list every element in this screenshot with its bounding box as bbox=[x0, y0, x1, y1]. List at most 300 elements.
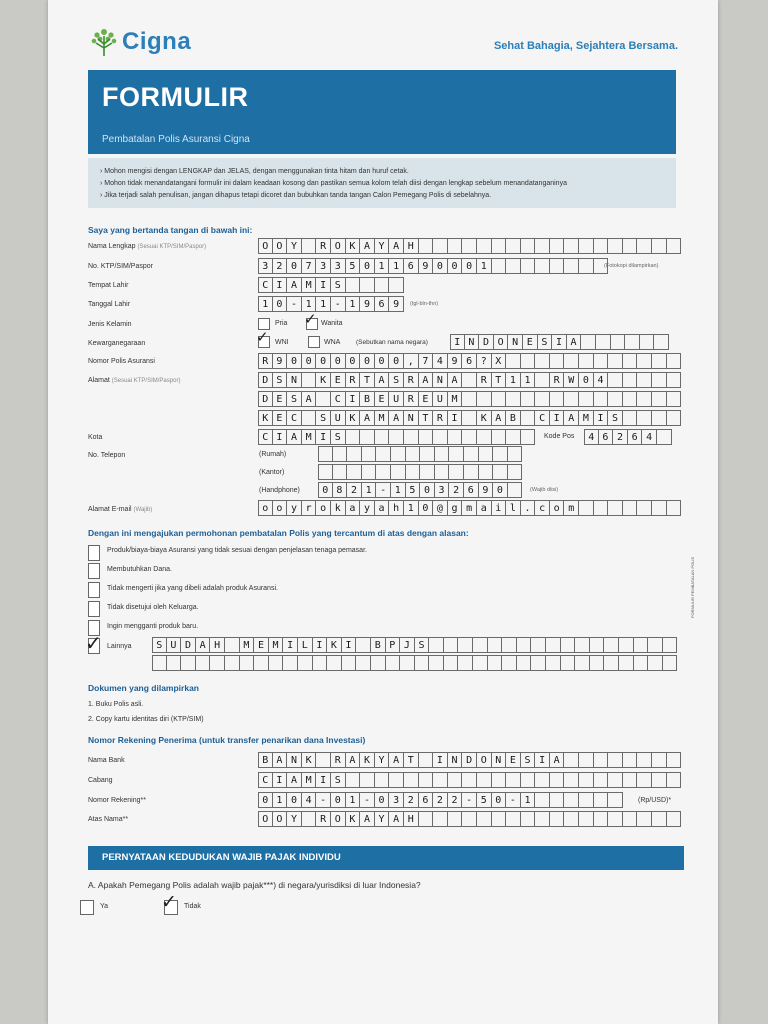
char-cell: 6 bbox=[419, 792, 434, 808]
char-cell: A bbox=[389, 811, 404, 827]
char-cell: Y bbox=[375, 238, 390, 254]
label-pria: Pria bbox=[275, 320, 288, 327]
char-cell: - bbox=[316, 792, 331, 808]
char-cell: 0 bbox=[331, 792, 346, 808]
char-cell bbox=[362, 446, 377, 462]
char-cell bbox=[477, 772, 492, 788]
char-cell bbox=[637, 410, 652, 426]
char-cell: A bbox=[196, 637, 211, 653]
field-handphone[interactable] bbox=[318, 482, 522, 498]
char-cell bbox=[152, 655, 167, 671]
char-cell: S bbox=[152, 637, 167, 653]
char-cell bbox=[376, 446, 391, 462]
char-cell bbox=[550, 258, 565, 274]
char-cell: N bbox=[492, 752, 507, 768]
char-cell: M bbox=[240, 637, 255, 653]
char-cell: R bbox=[258, 353, 273, 369]
char-cell: 0 bbox=[493, 482, 508, 498]
char-cell: A bbox=[273, 752, 288, 768]
instructions-box bbox=[88, 158, 676, 208]
char-cell: 5 bbox=[346, 258, 361, 274]
char-cell: 0 bbox=[331, 353, 346, 369]
char-cell bbox=[462, 811, 477, 827]
char-cell bbox=[181, 655, 196, 671]
char-cell bbox=[637, 752, 652, 768]
char-cell bbox=[448, 238, 463, 254]
char-cell bbox=[508, 464, 523, 480]
char-cell bbox=[535, 792, 550, 808]
char-cell bbox=[637, 353, 652, 369]
char-cell: I bbox=[450, 334, 465, 350]
label-nama: Nama Lengkap (Sesuai KTP/SIM/Paspor) bbox=[88, 243, 207, 250]
bank-heading: Nomor Rekening Penerima (untuk transfer penarikan dana Investasi) bbox=[88, 735, 366, 745]
char-cell bbox=[429, 637, 444, 653]
char-cell bbox=[608, 372, 623, 388]
field-rumah[interactable] bbox=[318, 446, 522, 462]
char-cell: 3 bbox=[331, 258, 346, 274]
char-cell: I bbox=[535, 752, 550, 768]
instruction-3: › Jika terjadi salah penulisan, jangan dihapus tetapi dicoret dan bubuhkan tanda tangan Calon Pemegang Polis di sebelahnya. bbox=[100, 192, 492, 199]
char-cell: U bbox=[389, 391, 404, 407]
char-cell bbox=[479, 464, 494, 480]
char-cell bbox=[667, 811, 682, 827]
char-cell: 6 bbox=[462, 353, 477, 369]
char-cell bbox=[313, 655, 328, 671]
char-cell bbox=[473, 655, 488, 671]
char-cell bbox=[561, 655, 576, 671]
title-banner bbox=[88, 70, 676, 154]
label-currency: (Rp/USD)* bbox=[638, 797, 672, 804]
char-cell: 0 bbox=[273, 296, 288, 312]
char-cell bbox=[347, 464, 362, 480]
cigna-logo bbox=[90, 26, 191, 58]
char-cell bbox=[608, 353, 623, 369]
char-cell bbox=[415, 655, 430, 671]
side-code bbox=[690, 548, 696, 618]
char-cell bbox=[623, 238, 638, 254]
char-cell bbox=[608, 811, 623, 827]
char-cell bbox=[508, 482, 523, 498]
char-cell bbox=[623, 500, 638, 516]
char-cell bbox=[506, 258, 521, 274]
char-cell: k bbox=[331, 500, 346, 516]
char-cell bbox=[196, 655, 211, 671]
char-cell bbox=[594, 792, 609, 808]
char-cell: P bbox=[386, 637, 401, 653]
reason-other-label: Lainnya bbox=[107, 643, 132, 650]
char-cell: 4 bbox=[594, 372, 609, 388]
char-cell bbox=[521, 353, 536, 369]
char-cell bbox=[579, 500, 594, 516]
char-cell bbox=[652, 772, 667, 788]
field-alamat-3[interactable] bbox=[258, 410, 681, 426]
char-cell bbox=[634, 637, 649, 653]
char-cell bbox=[492, 258, 507, 274]
char-cell: O bbox=[477, 752, 492, 768]
char-cell bbox=[492, 238, 507, 254]
char-cell: 0 bbox=[316, 353, 331, 369]
char-cell bbox=[360, 429, 375, 445]
reason-4: Tidak disetujui oleh Keluarga. bbox=[107, 604, 199, 611]
char-cell bbox=[375, 277, 390, 293]
char-cell bbox=[448, 811, 463, 827]
char-cell: D bbox=[479, 334, 494, 350]
char-cell: - bbox=[506, 792, 521, 808]
char-cell: Y bbox=[375, 811, 390, 827]
label-handphone: (Handphone) bbox=[259, 487, 300, 494]
char-cell bbox=[623, 811, 638, 827]
reasons-heading: Dengan ini mengajukan permohonan pembatalan Polis yang tercantum di atas dengan alasan: bbox=[88, 528, 469, 538]
char-cell: 6 bbox=[628, 429, 643, 445]
char-cell bbox=[608, 772, 623, 788]
field-alamat-2[interactable] bbox=[258, 391, 681, 407]
char-cell: 0 bbox=[346, 353, 361, 369]
char-cell: 6 bbox=[375, 296, 390, 312]
char-cell: 0 bbox=[579, 372, 594, 388]
form-sheet bbox=[48, 0, 718, 1024]
char-cell bbox=[619, 655, 634, 671]
char-cell: 8 bbox=[333, 482, 348, 498]
char-cell: 0 bbox=[318, 482, 333, 498]
char-cell bbox=[652, 372, 667, 388]
char-cell: h bbox=[389, 500, 404, 516]
tanggal-note: (tgl-bln-thn) bbox=[410, 301, 439, 307]
char-cell: K bbox=[258, 410, 273, 426]
char-cell bbox=[521, 258, 536, 274]
char-cell: E bbox=[506, 752, 521, 768]
char-cell bbox=[623, 752, 638, 768]
char-cell bbox=[318, 446, 333, 462]
checkbox-wna[interactable] bbox=[308, 336, 320, 348]
char-cell bbox=[550, 238, 565, 254]
char-cell bbox=[637, 372, 652, 388]
char-cell: 3 bbox=[435, 482, 450, 498]
char-cell: 2 bbox=[613, 429, 628, 445]
char-cell: y bbox=[287, 500, 302, 516]
char-cell: 1 bbox=[375, 258, 390, 274]
field-email[interactable] bbox=[258, 500, 681, 516]
char-cell: 4 bbox=[433, 353, 448, 369]
char-cell: A bbox=[389, 238, 404, 254]
char-cell: 9 bbox=[419, 258, 434, 274]
field-tanggal[interactable] bbox=[258, 296, 404, 312]
char-cell bbox=[564, 391, 579, 407]
char-cell: 0 bbox=[258, 792, 273, 808]
char-cell: T bbox=[404, 752, 419, 768]
char-cell: 1 bbox=[273, 792, 288, 808]
char-cell bbox=[579, 258, 594, 274]
char-cell: M bbox=[302, 772, 317, 788]
char-cell bbox=[391, 464, 406, 480]
char-cell: 6 bbox=[599, 429, 614, 445]
char-cell bbox=[506, 353, 521, 369]
char-cell: Y bbox=[375, 752, 390, 768]
char-cell: 0 bbox=[287, 353, 302, 369]
field-nama[interactable] bbox=[258, 238, 681, 254]
char-cell: A bbox=[360, 238, 375, 254]
char-cell bbox=[298, 655, 313, 671]
label-cabang: Cabang bbox=[88, 777, 113, 784]
char-cell: 4 bbox=[584, 429, 599, 445]
char-cell bbox=[360, 277, 375, 293]
char-cell bbox=[594, 238, 609, 254]
char-cell: 0 bbox=[492, 792, 507, 808]
field-kodepos[interactable] bbox=[584, 429, 672, 445]
char-cell bbox=[316, 391, 331, 407]
tax-section-header: PERNYATAAN KEDUDUKAN WAJIB PAJAK INDIVIDU bbox=[88, 846, 684, 870]
char-cell: E bbox=[273, 410, 288, 426]
char-cell bbox=[623, 410, 638, 426]
char-cell: m bbox=[462, 500, 477, 516]
char-cell bbox=[535, 772, 550, 788]
char-cell bbox=[210, 655, 225, 671]
char-cell: C bbox=[258, 772, 273, 788]
char-cell: 3 bbox=[316, 258, 331, 274]
char-cell: 5 bbox=[477, 792, 492, 808]
side-code-text: FORMULIR PEMBATALAN POLIS bbox=[690, 556, 695, 618]
char-cell: D bbox=[258, 391, 273, 407]
char-cell: L bbox=[298, 637, 313, 653]
char-cell: 0 bbox=[287, 258, 302, 274]
char-cell: y bbox=[360, 500, 375, 516]
char-cell: I bbox=[313, 637, 328, 653]
char-cell bbox=[458, 637, 473, 653]
char-cell bbox=[608, 500, 623, 516]
char-cell bbox=[579, 353, 594, 369]
char-cell: I bbox=[283, 637, 298, 653]
char-cell bbox=[667, 410, 682, 426]
char-cell bbox=[444, 637, 459, 653]
slogan: Sehat Bahagia, Sejahtera Bersama. bbox=[493, 40, 678, 52]
char-cell: H bbox=[404, 811, 419, 827]
char-cell: 1 bbox=[521, 372, 536, 388]
char-cell bbox=[333, 446, 348, 462]
char-cell: C bbox=[258, 429, 273, 445]
checkbox-reason-4[interactable] bbox=[88, 601, 100, 617]
char-cell: N bbox=[287, 752, 302, 768]
documents-heading: Dokumen yang dilampirkan bbox=[88, 683, 199, 693]
check-mark-icon: ✓ bbox=[256, 329, 269, 346]
char-cell bbox=[477, 391, 492, 407]
char-cell bbox=[535, 372, 550, 388]
char-cell bbox=[448, 772, 463, 788]
label-atas-nama: Atas Nama** bbox=[88, 816, 129, 823]
char-cell bbox=[302, 372, 317, 388]
char-cell: I bbox=[433, 752, 448, 768]
char-cell bbox=[444, 655, 459, 671]
char-cell bbox=[435, 446, 450, 462]
char-cell bbox=[419, 811, 434, 827]
char-cell: 0 bbox=[448, 258, 463, 274]
char-cell: 3 bbox=[389, 792, 404, 808]
field-kota[interactable] bbox=[258, 429, 535, 445]
char-cell: o bbox=[550, 500, 565, 516]
field-negara[interactable] bbox=[450, 334, 669, 350]
char-cell bbox=[521, 772, 536, 788]
char-cell: O bbox=[494, 334, 509, 350]
field-polis[interactable] bbox=[258, 353, 681, 369]
char-cell: I bbox=[316, 277, 331, 293]
char-cell: 1 bbox=[346, 296, 361, 312]
char-cell: A bbox=[360, 811, 375, 827]
char-cell: S bbox=[608, 410, 623, 426]
char-cell bbox=[652, 811, 667, 827]
label-polis: Nomor Polis Asuransi bbox=[88, 358, 155, 365]
char-cell bbox=[492, 772, 507, 788]
label-kodepos: Kode Pos bbox=[544, 433, 575, 440]
char-cell: 0 bbox=[419, 500, 434, 516]
char-cell: H bbox=[404, 238, 419, 254]
char-cell bbox=[575, 655, 590, 671]
applicant-heading: Saya yang bertanda tangan di bawah ini: bbox=[88, 225, 253, 235]
field-reason-other-2[interactable] bbox=[152, 655, 677, 671]
char-cell bbox=[623, 372, 638, 388]
char-cell bbox=[342, 655, 357, 671]
char-cell bbox=[564, 752, 579, 768]
field-cabang[interactable] bbox=[258, 772, 681, 788]
char-cell bbox=[327, 655, 342, 671]
char-cell: 2 bbox=[449, 482, 464, 498]
char-cell: A bbox=[550, 752, 565, 768]
char-cell bbox=[590, 655, 605, 671]
char-cell: N bbox=[404, 410, 419, 426]
char-cell: E bbox=[273, 391, 288, 407]
char-cell: M bbox=[269, 637, 284, 653]
char-cell: 0 bbox=[433, 258, 448, 274]
char-cell: U bbox=[331, 410, 346, 426]
char-cell bbox=[240, 655, 255, 671]
char-cell: T bbox=[492, 372, 507, 388]
char-cell bbox=[652, 353, 667, 369]
char-cell: o bbox=[273, 500, 288, 516]
field-kantor[interactable] bbox=[318, 464, 522, 480]
char-cell bbox=[506, 429, 521, 445]
char-cell: 0 bbox=[360, 258, 375, 274]
char-cell: R bbox=[477, 372, 492, 388]
char-cell: I bbox=[346, 391, 361, 407]
char-cell: N bbox=[465, 334, 480, 350]
char-cell: Y bbox=[287, 238, 302, 254]
char-cell: 4 bbox=[642, 429, 657, 445]
char-cell bbox=[608, 792, 623, 808]
char-cell bbox=[594, 500, 609, 516]
label-telepon: No. Telepon bbox=[88, 452, 126, 459]
char-cell: I bbox=[550, 410, 565, 426]
char-cell bbox=[406, 446, 421, 462]
char-cell: A bbox=[287, 772, 302, 788]
reason-3: Tidak mengerti jika yang dibeli adalah produk Asuransi. bbox=[107, 585, 278, 592]
char-cell: S bbox=[389, 372, 404, 388]
char-cell: Y bbox=[287, 811, 302, 827]
char-cell: 0 bbox=[389, 353, 404, 369]
field-ktp[interactable] bbox=[258, 258, 608, 274]
field-alamat-1[interactable] bbox=[258, 372, 681, 388]
char-cell bbox=[360, 772, 375, 788]
char-cell: D bbox=[181, 637, 196, 653]
char-cell bbox=[667, 752, 682, 768]
char-cell bbox=[433, 238, 448, 254]
char-cell: B bbox=[258, 752, 273, 768]
char-cell: 3 bbox=[258, 258, 273, 274]
char-cell: C bbox=[535, 410, 550, 426]
field-rekening[interactable] bbox=[258, 792, 623, 808]
char-cell bbox=[623, 772, 638, 788]
char-cell: K bbox=[316, 372, 331, 388]
char-cell bbox=[521, 429, 536, 445]
char-cell bbox=[623, 391, 638, 407]
char-cell bbox=[254, 655, 269, 671]
char-cell: U bbox=[433, 391, 448, 407]
char-cell bbox=[608, 391, 623, 407]
char-cell bbox=[506, 772, 521, 788]
char-cell: R bbox=[550, 372, 565, 388]
char-cell bbox=[391, 446, 406, 462]
field-atas-nama[interactable] bbox=[258, 811, 681, 827]
char-cell bbox=[462, 372, 477, 388]
checkbox-reason-2[interactable] bbox=[88, 563, 100, 579]
char-cell bbox=[564, 238, 579, 254]
checkbox-reason-3[interactable] bbox=[88, 582, 100, 598]
tree-logo-icon bbox=[90, 26, 118, 58]
checkbox-reason-1[interactable] bbox=[88, 545, 100, 561]
char-cell bbox=[492, 391, 507, 407]
char-cell: A bbox=[302, 391, 317, 407]
char-cell bbox=[667, 353, 682, 369]
char-cell bbox=[604, 655, 619, 671]
field-tempat[interactable] bbox=[258, 277, 404, 293]
char-cell: - bbox=[331, 296, 346, 312]
char-cell bbox=[477, 429, 492, 445]
char-cell bbox=[493, 446, 508, 462]
char-cell: O bbox=[258, 811, 273, 827]
negara-note: (Sebutkan nama negara) bbox=[356, 339, 428, 346]
char-cell bbox=[579, 792, 594, 808]
char-cell bbox=[449, 446, 464, 462]
char-cell: R bbox=[316, 811, 331, 827]
char-cell bbox=[667, 391, 682, 407]
char-cell bbox=[652, 500, 667, 516]
char-cell bbox=[479, 446, 494, 462]
checkbox-ya[interactable] bbox=[80, 900, 94, 915]
field-reason-other[interactable] bbox=[152, 637, 677, 653]
char-cell bbox=[477, 811, 492, 827]
char-cell bbox=[420, 446, 435, 462]
char-cell: 9 bbox=[273, 353, 288, 369]
label-tidak: Tidak bbox=[184, 903, 201, 910]
char-cell bbox=[550, 772, 565, 788]
char-cell bbox=[346, 429, 361, 445]
char-cell: I bbox=[273, 277, 288, 293]
label-kewarganegaraan: Kewarganegaraan bbox=[88, 340, 146, 347]
char-cell bbox=[473, 637, 488, 653]
char-cell: A bbox=[448, 372, 463, 388]
label-wanita: Wanita bbox=[321, 320, 343, 327]
char-cell bbox=[449, 464, 464, 480]
char-cell: R bbox=[404, 372, 419, 388]
char-cell: I bbox=[316, 429, 331, 445]
char-cell: A bbox=[389, 410, 404, 426]
char-cell: 1 bbox=[362, 482, 377, 498]
label-kantor: (Kantor) bbox=[259, 469, 285, 476]
char-cell bbox=[596, 334, 611, 350]
char-cell bbox=[346, 277, 361, 293]
char-cell: M bbox=[302, 429, 317, 445]
field-bank[interactable] bbox=[258, 752, 681, 768]
char-cell bbox=[546, 655, 561, 671]
char-cell bbox=[400, 655, 415, 671]
char-cell bbox=[550, 792, 565, 808]
char-cell: 7 bbox=[302, 258, 317, 274]
